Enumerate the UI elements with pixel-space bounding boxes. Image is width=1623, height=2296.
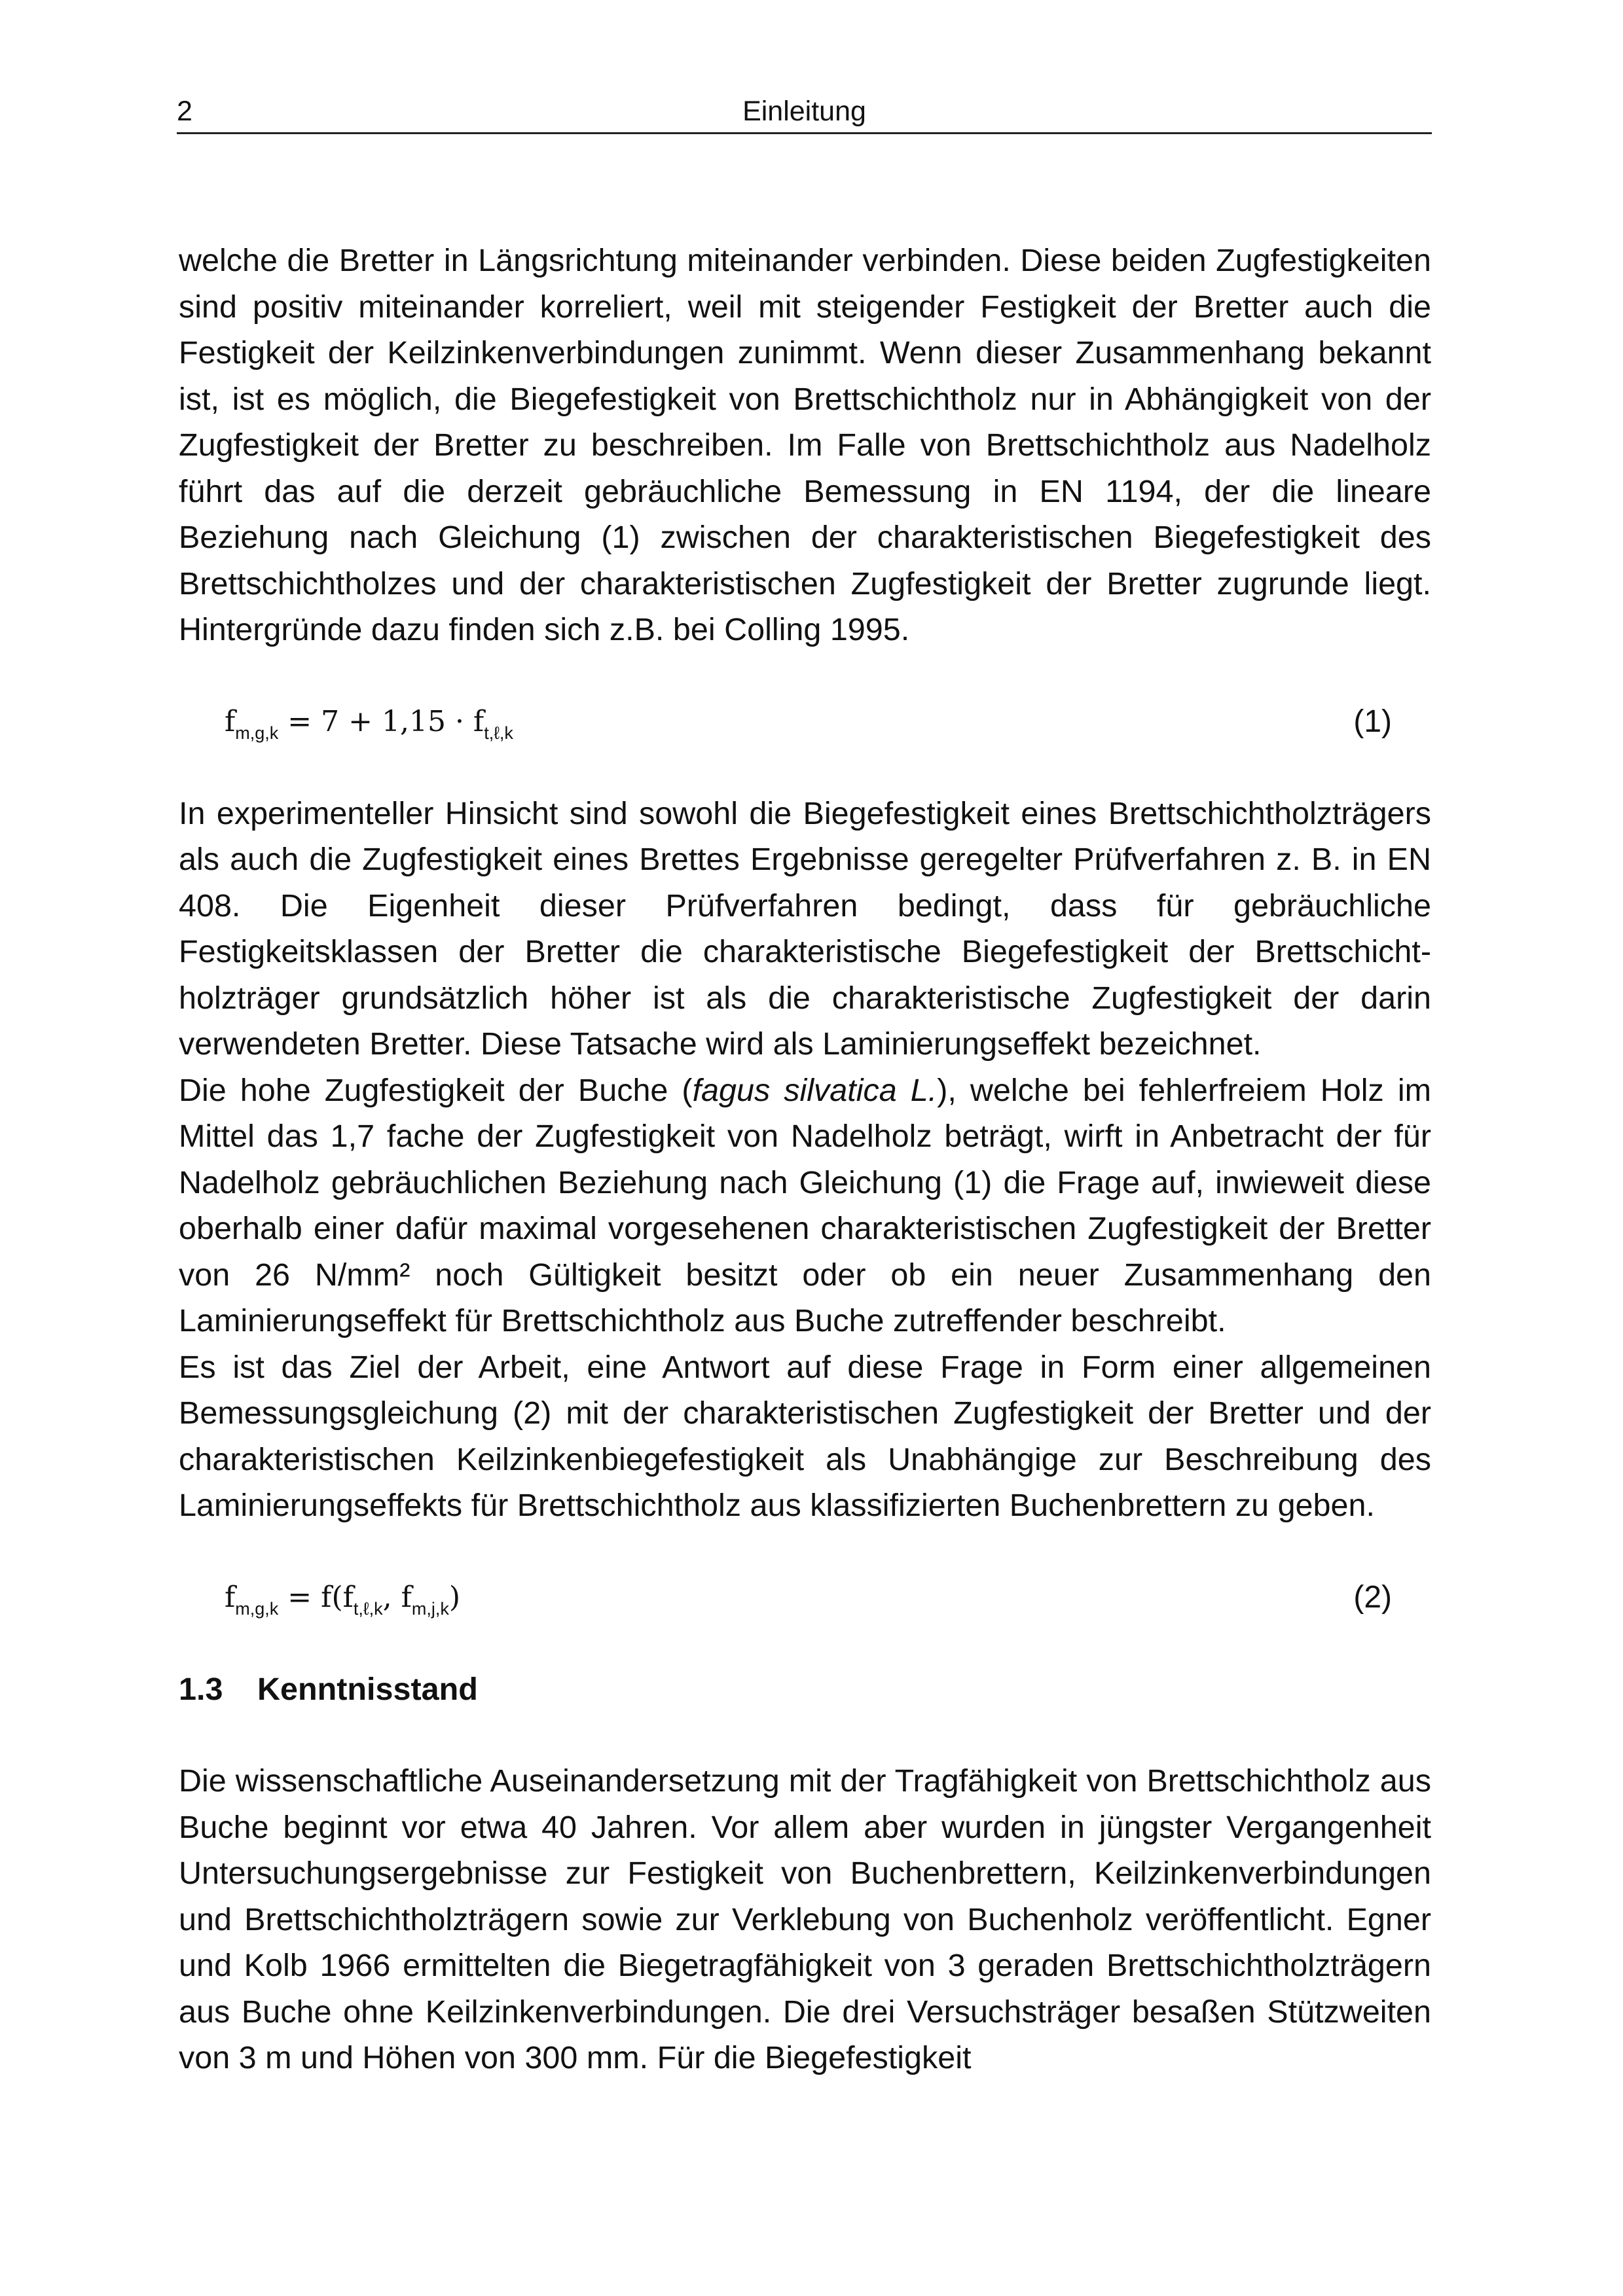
- section-number: 1.3: [179, 1671, 223, 1707]
- spacer: [179, 1712, 1431, 1758]
- section-heading: [179, 1666, 1431, 1713]
- page-number: 2: [177, 96, 192, 127]
- section-title: Kenntnisstand: [257, 1671, 478, 1707]
- equation-1-formula: $f_{m,g,k} = 7 + 1,15 \cdot f_{t,\ell,k}$: [225, 704, 513, 743]
- equation-1: [179, 699, 1431, 745]
- paragraph-3: Die hohe Zugfestigkeit der Buche (fagus silvatica L.), welche bei fehlerfreiem Holz im Mittel das 1,7 fache der Zugfestigkeit von Nadelholz beträgt, wirft in Anbetracht der für Nadelholz gebräuchlichen Beziehung nach Gleichung (1) die Frage auf, inwieweit diese oberhalb einer dafür maximal vorgesehenen charakteristischen Zugfestigkeit der Bretter von 26 N/mm² noch Gültigkeit besitzt oder ob ein neuer Zusammenhang den Laminierungseffekt für Brettschichtholz aus Buche zutreffender beschreibt.: [179, 1072, 1432, 1338]
- paragraph-1: welche die Bretter in Längsrichtung miteinander verbinden. Diese beiden Zugfestigkeiten sind positiv miteinander korreliert, weil mit steigender Festigkeit der Bretter auch die Festigkeit der Keilzinkenverbindungen zunimmt. Wenn dieser Zusammenhang bekannt ist, ist es möglich, die Biegefestigkeit von Brettschichtholz nur in Abhängigkeit von der Zugfestigkeit der Bretter zu beschreiben. Im Falle von Brettschichtholz aus Nadelholz führt das auf die derzeit gebräuchliche Bemessung in EN 1194, der die lineare Beziehung nach Gleichung (1) zwischen der charakteristischen Biegefestigkeit des Brettschichtholzes und der charakteristischen Zugfestigkeit der Bretter zugrunde liegt. Hintergründe dazu finden sich z.B. bei Colling 1995.: [179, 243, 1431, 647]
- spacer: [179, 1529, 1431, 1575]
- spacer: [179, 653, 1431, 699]
- species-name: fagus silvatica L.: [692, 1072, 938, 1108]
- equation-2: [179, 1575, 1431, 1621]
- paragraph-2: In experimenteller Hinsicht sind sowohl die Biegefestigkeit eines Brettschichtholzträgers als auch die Zugfestigkeit eines Brettes Ergebnisse geregelter Prüfverfahren z. B. in EN 408. Die Eigenheit dieser Prüfverfahren bedingt, dass für gebräuchliche Festigkeitsklassen der Bretter die charakteristische Biegefestigkeit der Brettschichtholzträger grundsätzlich höher ist als die charakteristische Zugfestigkeit der darin verwendeten Bretter. Diese Tatsache wird als Laminierungseffekt bezeichnet.: [179, 795, 1431, 1062]
- page-body: [179, 238, 1431, 2081]
- equation-2-number: (2): [1353, 1579, 1392, 1615]
- running-header: [177, 92, 1432, 134]
- paragraph-5: Die wissenschaftliche Auseinandersetzung mit der Tragfähigkeit von Brettschichtholz aus Buche beginnt vor etwa 40 Jahren. Vor allem aber wurden in jüngster Vergangenheit Untersuchungsergebnisse zur Festigkeit von Buchenbrettern, Keilzinkenverbindungen und Brettschichtholzträgern sowie zur Verklebung von Buchenholz veröffentlicht. Egner und Kolb 1966 ermittelten die Biegetragfähigkeit von 3 geraden Brettschichtholzträgern aus Buche ohne Keilzinkenverbindungen. Die drei Versuchsträger besaßen Stützweiten von 3 m und Höhen von 300 mm. Für die Biegefestigkeit: [179, 1763, 1431, 2075]
- paragraph-4: Es ist das Ziel der Arbeit, eine Antwort auf diese Frage in Form einer allgemeinen Bemessungsgleichung (2) mit der charakteristischen Zugfestigkeit der Bretter und der charakteristischen Keilzinkenbiegefestigkeit als Unabhängige zur Beschreibung des Laminierungseffekts für Brettschichtholz aus klassifizierten Buchenbrettern zu geben.: [179, 1349, 1431, 1523]
- chapter-title: Einleitung: [742, 96, 866, 127]
- equation-1-number: (1): [1353, 704, 1392, 739]
- equation-2-formula: $f_{m,g,k} = f(f_{t,\ell,k}$, $f_{m,j,k}$): [225, 1580, 461, 1619]
